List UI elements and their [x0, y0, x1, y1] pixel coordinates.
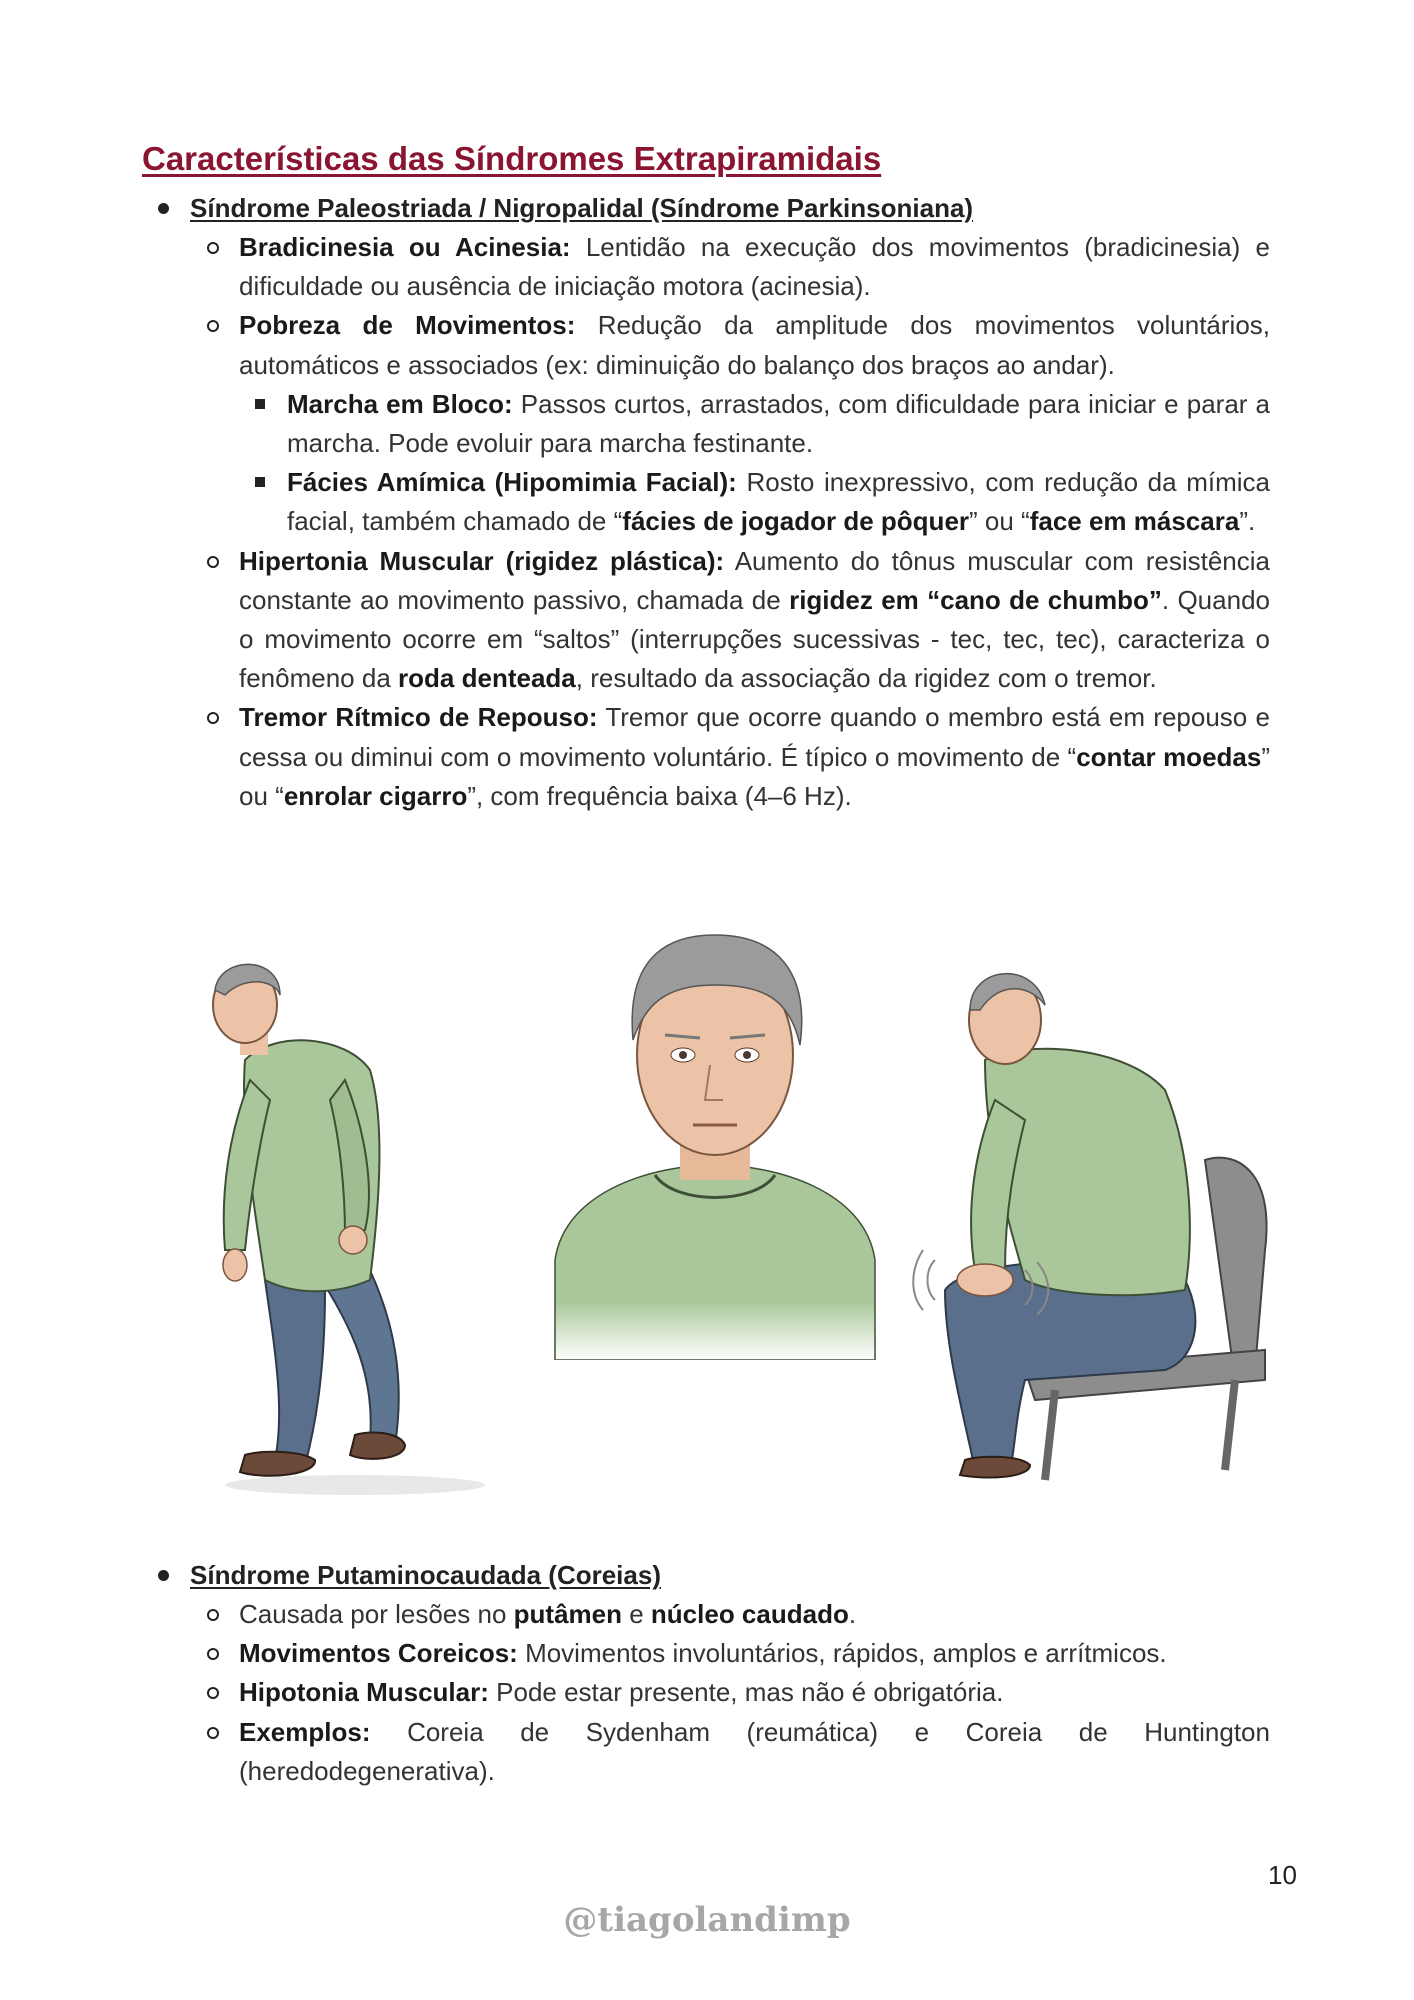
bold-face-mascara: face em máscara — [1029, 506, 1240, 537]
resting-tremor-illustration — [905, 950, 1285, 1490]
list-item-tremor — [239, 698, 1270, 816]
watermark: @tiagolandimp — [563, 1900, 851, 1940]
list-item-exemplos — [239, 1713, 1270, 1791]
bold-nucleo-caudado: núcleo caudado — [650, 1599, 849, 1629]
bold-roda-denteada: roda denteada — [398, 663, 576, 694]
page-number: 10 — [1268, 1860, 1297, 1890]
bold-contar-moedas: contar moedas — [1076, 741, 1262, 772]
text-hipertonia-3: , resultado da associação da rigidez com o tremor. — [575, 663, 1157, 694]
bold-putamen: putâmen — [513, 1599, 622, 1629]
term-facies: Fácies Amímica (Hipomimia Facial): — [287, 467, 737, 498]
term-bradicinesia: Bradicinesia ou Acinesia: — [239, 232, 571, 262]
text-bradicinesia: Lentidão na execução dos movimentos (bradicinesia) e dificuldade ou ausência de iniciação motora (acinesia). — [239, 232, 1270, 302]
section-coreias — [150, 1555, 1270, 1791]
text-facies-2: ” ou “ — [969, 506, 1030, 537]
list-item-marcha — [287, 385, 1270, 463]
list-item-coreicos — [239, 1634, 1270, 1673]
coreias-list — [150, 1595, 1270, 1791]
facial-hypomimia-illustration — [545, 930, 885, 1360]
illustrations-row — [0, 930, 1414, 1530]
bold-enrolar-cigarro: enrolar cigarro — [283, 780, 468, 811]
list-item-pobreza — [239, 306, 1270, 541]
text-tremor-3: ”, com frequência baixa (4–6 Hz). — [467, 780, 852, 811]
bold-facies-poker: fácies de jogador de pôquer — [622, 506, 970, 537]
term-pobreza: Pobreza de Movimentos: — [239, 310, 576, 341]
term-hipertonia: Hipertonia Muscular (rigidez plástica): — [239, 545, 725, 576]
text-marcha: Passos curtos, arrastados, com dificuldade para iniciar e parar a marcha. Pode evoluir para marcha festinante. — [287, 388, 1270, 459]
section-parkinsonian — [150, 188, 1270, 816]
text-coreicos: Movimentos involuntários, rápidos, amplos e arrítmicos. — [525, 1638, 1167, 1669]
list-item-hipotonia — [239, 1673, 1270, 1712]
term-exemplos: Exemplos: — [239, 1716, 371, 1747]
text-causa-3: . — [848, 1599, 857, 1629]
page-title: Características das Síndromes Extrapiramidais — [142, 140, 882, 177]
text-causa-1: Causada por lesões no — [239, 1599, 507, 1629]
text-exemplos: Coreia de Sydenham (reumática) e Coreia de Huntington (heredodegenerativa). — [239, 1716, 1270, 1786]
text-tremor-2: ” ou “ — [239, 741, 1270, 811]
parkinsonian-list — [150, 228, 1270, 816]
list-item-bradicinesia — [239, 228, 1270, 306]
section-title-parkinsonian: Síndrome Paleostriada / Nigropalidal (Síndrome Parkinsoniana) — [150, 188, 1270, 228]
bold-cano-chumbo: rigidez em “cano de chumbo” — [789, 584, 1162, 615]
text-facies-1: Rosto inexpressivo, com redução da mímica facial, também chamado de “ — [287, 467, 1270, 537]
list-item-hipertonia — [239, 542, 1270, 699]
parkinsonian-gait-illustration — [205, 950, 505, 1510]
text-pobreza: Redução da amplitude dos movimentos voluntários, automáticos e associados (ex: diminuição do balanço dos braços ao andar). — [239, 310, 1271, 380]
text-hipotonia: Pode estar presente, mas não é obrigatória. — [496, 1677, 1004, 1708]
list-item-causa — [239, 1595, 1270, 1634]
text-facies-3: ”. — [1239, 506, 1256, 537]
text-tremor-1: Tremor que ocorre quando o membro está em repouso e cessa ou diminui com o movimento voluntário. É típico o movimento de “ — [239, 702, 1270, 772]
text-hipertonia-2: . Quando o movimento ocorre em “saltos” (interrupções sucessivas - tec, tec, tec), caracteriza o fenômeno da — [239, 584, 1270, 694]
list-item-facies — [287, 463, 1270, 541]
pobreza-sublist — [239, 385, 1270, 542]
term-tremor: Tremor Rítmico de Repouso: — [239, 702, 598, 733]
term-coreicos: Movimentos Coreicos: — [239, 1638, 518, 1669]
text-causa-2: e — [629, 1599, 644, 1629]
term-hipotonia: Hipotonia Muscular: — [239, 1677, 489, 1708]
section-title-coreias: Síndrome Putaminocaudada (Coreias) — [150, 1555, 1270, 1595]
text-hipertonia-1: Aumento do tônus muscular com resistência constante ao movimento passivo, chamada de — [239, 545, 1270, 615]
term-marcha: Marcha em Bloco: — [287, 388, 513, 419]
